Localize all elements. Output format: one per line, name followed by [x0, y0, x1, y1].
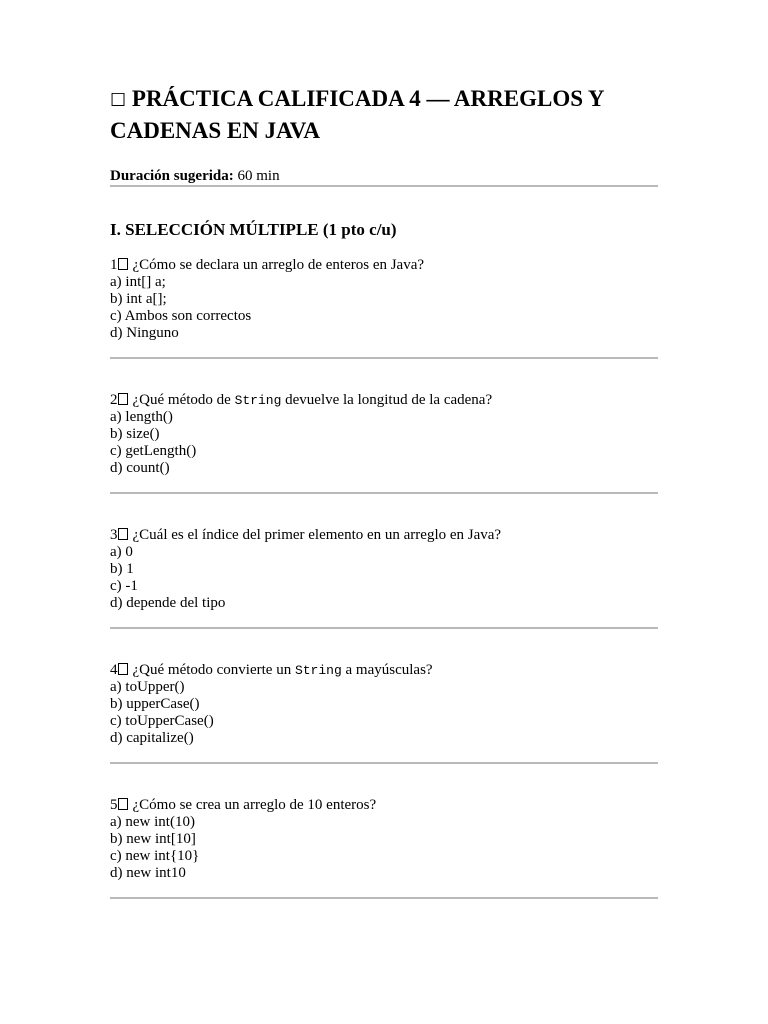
spacer — [110, 629, 658, 662]
spacer — [110, 882, 658, 897]
divider — [110, 185, 658, 187]
document-page — [110, 84, 658, 899]
keycap-box-icon — [118, 798, 128, 810]
question-text — [110, 797, 658, 814]
question-item — [110, 662, 658, 747]
divider — [110, 897, 658, 899]
duration-label: Duración sugerida: — [110, 168, 234, 184]
answer-option: d) capitalize() — [110, 730, 194, 746]
keycap-box-icon — [118, 258, 128, 270]
inline-code: String — [234, 393, 282, 408]
question-number: 3 — [110, 527, 118, 543]
question-text — [110, 662, 658, 679]
answer-option: a) int[] a; — [110, 274, 166, 290]
question-text-after: a mayúsculas? — [341, 662, 433, 678]
answer-option: b) size() — [110, 426, 160, 442]
question-text — [110, 527, 658, 544]
question-number: 2 — [110, 392, 118, 408]
answer-option: c) -1 — [110, 578, 138, 594]
spacer — [110, 612, 658, 627]
keycap-box-icon — [118, 528, 128, 540]
spacer — [110, 342, 658, 357]
answer-option: a) 0 — [110, 544, 133, 560]
question-number: 5 — [110, 797, 118, 813]
spacer — [110, 477, 658, 492]
answer-option: c) new int{10} — [110, 848, 200, 864]
answer-option: c) toUpperCase() — [110, 713, 214, 729]
answer-option: d) new int10 — [110, 865, 186, 881]
answer-option: c) Ambos son correctos — [110, 308, 252, 324]
question-item — [110, 392, 658, 477]
answer-option: c) getLength() — [110, 443, 197, 459]
answer-option: d) depende del tipo — [110, 595, 226, 611]
spacer — [110, 494, 658, 527]
answer-option: b) int a[]; — [110, 291, 167, 307]
question-text-before: ¿Qué método de — [132, 392, 235, 408]
answer-option: a) length() — [110, 409, 173, 425]
section-title: I. SELECCIÓN MÚLTIPLE (1 pto c/u) — [110, 220, 397, 239]
question-text — [110, 257, 658, 274]
inline-code: String — [294, 663, 342, 678]
answer-option: b) new int[10] — [110, 831, 196, 847]
page-title — [110, 84, 658, 146]
question-text-before: ¿Cómo se crea un arreglo de 10 enteros? — [132, 797, 377, 813]
answer-option: b) 1 — [110, 561, 134, 577]
answer-option: d) Ninguno — [110, 325, 179, 341]
question-number: 1 — [110, 257, 118, 273]
answer-option: a) new int(10) — [110, 814, 195, 830]
keycap-box-icon — [118, 393, 128, 405]
question-text-before: ¿Qué método convierte un — [132, 662, 295, 678]
duration-line — [110, 168, 658, 185]
spacer — [110, 747, 658, 762]
title-box-icon: ☐ — [110, 90, 127, 111]
page-title-text: PRÁCTICA CALIFICADA 4 — ARREGLOS Y CADENAS EN JAVA — [110, 86, 604, 143]
question-list — [110, 257, 658, 899]
question-text-before: ¿Cómo se declara un arreglo de enteros en Java? — [132, 257, 425, 273]
spacer — [110, 359, 658, 392]
question-text-after: devuelve la longitud de la cadena? — [281, 392, 493, 408]
keycap-box-icon — [118, 663, 128, 675]
spacer — [110, 764, 658, 797]
question-text-before: ¿Cuál es el índice del primer elemento en un arreglo en Java? — [132, 527, 502, 543]
question-item — [110, 527, 658, 612]
question-item — [110, 797, 658, 882]
answer-option: a) toUpper() — [110, 679, 185, 695]
answer-option: d) count() — [110, 460, 170, 476]
duration-value: 60 min — [237, 168, 280, 184]
question-text — [110, 392, 658, 409]
answer-option: b) upperCase() — [110, 696, 200, 712]
question-number: 4 — [110, 662, 118, 678]
question-item — [110, 257, 658, 342]
